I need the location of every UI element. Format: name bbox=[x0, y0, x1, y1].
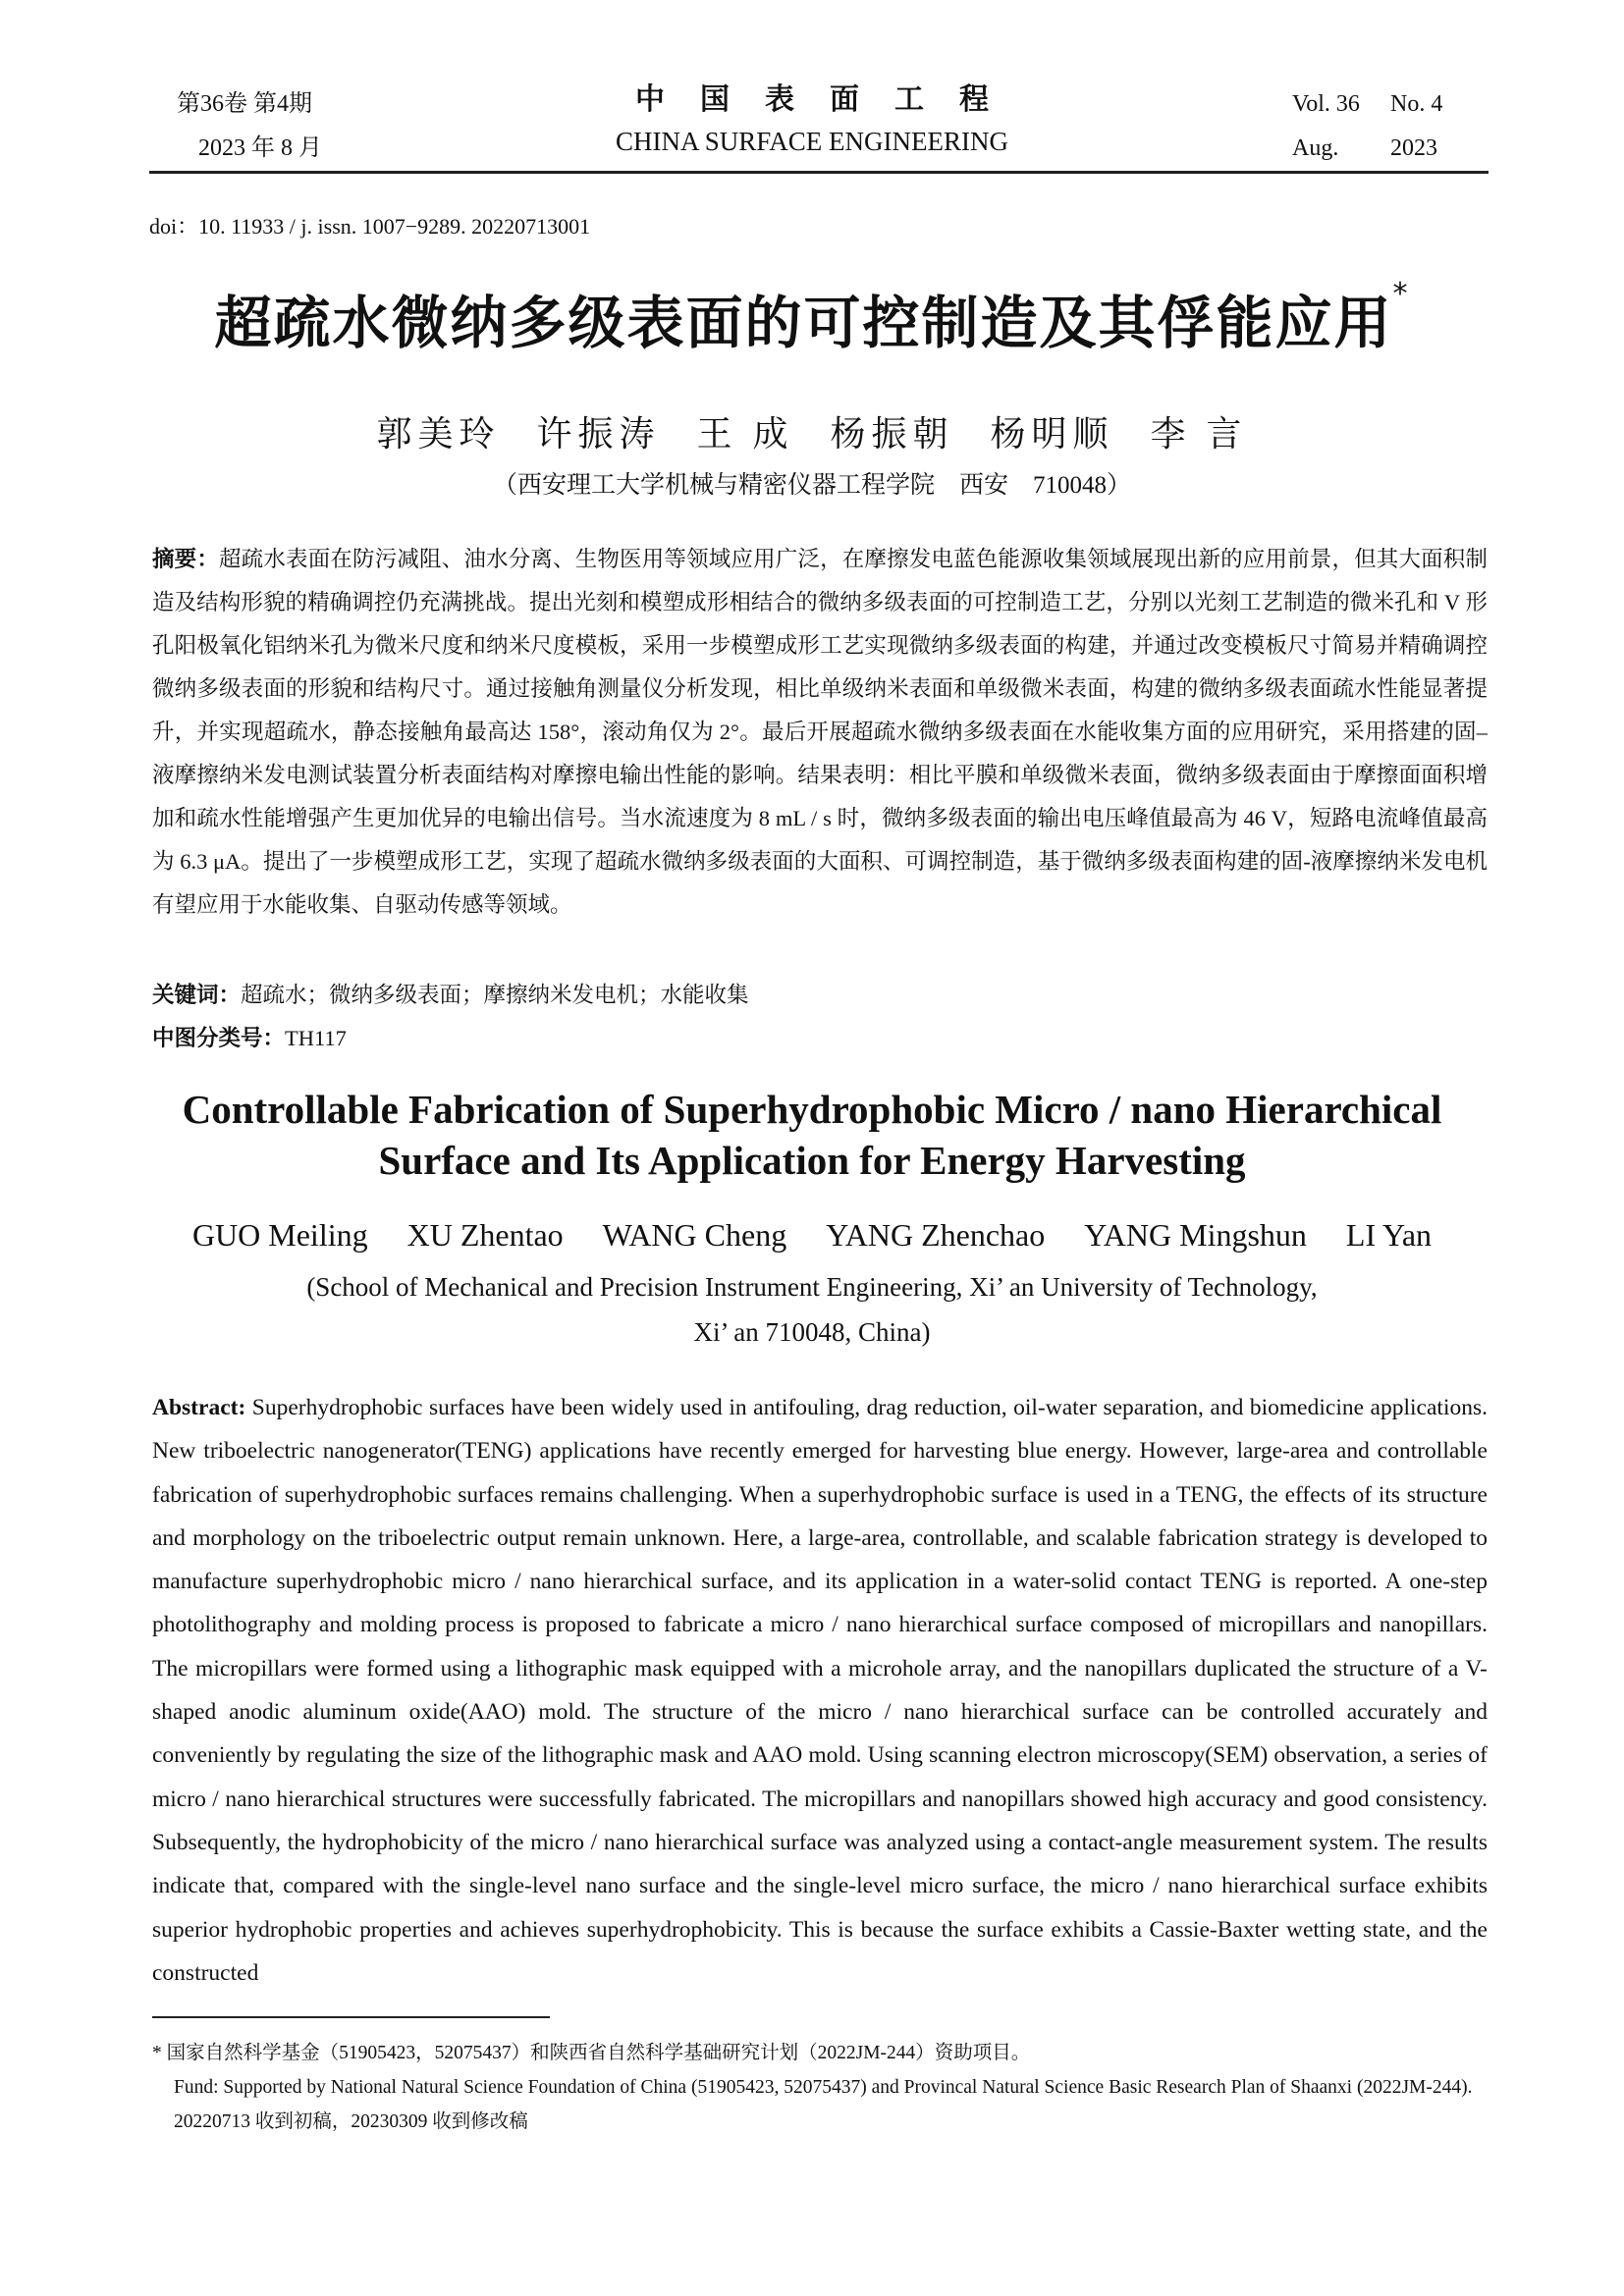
author-en: WANG Cheng bbox=[602, 1217, 787, 1253]
paper-title-cn-text: 超疏水微纳多级表面的可控制造及其俘能应用 bbox=[214, 290, 1393, 356]
affiliation-cn: （西安理工大学机械与精密仪器工程学院 西安 710048） bbox=[492, 472, 1131, 499]
abstract-en-label: Abstract: bbox=[152, 1395, 246, 1420]
author-cn: 郭美玲 bbox=[376, 414, 501, 454]
author-en: XU Zhentao bbox=[406, 1217, 564, 1253]
journal-title-en: CHINA SURFACE ENGINEERING bbox=[615, 127, 1008, 156]
author-en: YANG Zhenchao bbox=[826, 1217, 1046, 1253]
authors-en bbox=[118, 1217, 1506, 1254]
author-cn: 许振涛 bbox=[536, 414, 661, 454]
author-en: YANG Mingshun bbox=[1084, 1217, 1307, 1253]
received-date: 20220713 收到初稿，20230309 收到修改稿 bbox=[174, 2111, 528, 2132]
header-rule bbox=[149, 171, 1489, 174]
paper-title-cn bbox=[118, 277, 1506, 359]
abstract-en-text: Superhydrophobic surfaces have been widely used in antifouling, drag reduction, oil-water separation, and biomedicine applications. New triboelectric nanogenerator(TENG) applications have recently emerged for harvesting blue energy. However, large-area and controllable fabrication of superhydrophobic surfaces remains challenging. When a superhydrophobic surface is used in a TENG, the effects of its structure and morphology on the triboelectric output remain unknown. Here, a large-area, controllable, and scalable fabrication strategy is developed to manufacture superhydrophobic micro / nano hierarchical surface, and its application in a water-solid contact TENG is reported. A one-step photolithography and molding process is proposed to fabricate a micro / nano hierarchical surface composed of micropillars and nanopillars. The micropillars were formed using a lithographic mask equipped with a microhole array, and the nanopillars duplicated the structure of a V-shaped anodic aluminum oxide(AAO) mold. The structure of the micro / nano hierarchical surface can be controlled accurately and conveniently by regulating the size of the lithographic mask and AAO mold. Using scanning electron microscopy(SEM) observation, a series of micro / nano hierarchical structures were successfully fabricated. The micropillars and nanopillars showed high accuracy and good consistency. Subsequently, the hydrophobicity of the micro / nano hierarchical surface was analyzed using a contact-angle measurement system. The results indicate that, compared with the single-level nano surface and the single-level micro surface, the micro / nano hierarchical surface exhibits superior hydrophobic properties and achieves superhydrophobicity. This is because the surface exhibits a Cassie-Baxter wetting state, and the constructed bbox=[152, 1395, 1488, 1986]
classification-cn-label: 中图分类号： bbox=[152, 1026, 286, 1050]
volume-issue: 第36卷 第4期 bbox=[177, 91, 312, 117]
journal-volume-info bbox=[177, 82, 322, 171]
fund-en: Fund: Supported by National Natural Science Foundation of China (51905423, 52075437) and Provincal Natural Science Basic Research Plan of Shaanxi (2022JM-244). bbox=[174, 2077, 1473, 2098]
affiliation-en bbox=[118, 1264, 1506, 1355]
doi: doi：10. 11933 / j. issn. 1007−9289. 20220713001 bbox=[149, 214, 591, 239]
paper-title-en bbox=[118, 1084, 1506, 1186]
affiliation-en-line: Xi’ an 710048, China) bbox=[693, 1317, 931, 1347]
month-en: Aug. bbox=[1292, 135, 1339, 161]
keywords-cn-text: 超疏水；微纳多级表面；摩擦纳米发电机；水能收集 bbox=[241, 983, 749, 1007]
abstract-cn-label: 摘要： bbox=[152, 547, 220, 571]
journal-title-cn: 中国表面工程 bbox=[635, 83, 1024, 116]
issue-en: No. 4 bbox=[1390, 91, 1443, 117]
journal-title bbox=[511, 79, 1113, 161]
title-footnote-mark: * bbox=[1392, 277, 1410, 311]
author-cn: 王 成 bbox=[696, 414, 794, 454]
affiliation-en-line: (School of Mechanical and Precision Instrument Engineering, Xi’ an University of Technology, bbox=[306, 1272, 1318, 1302]
authors-cn bbox=[118, 406, 1506, 456]
author-cn: 李 言 bbox=[1150, 414, 1248, 454]
journal-volume-info-en bbox=[1292, 82, 1489, 171]
abstract-cn-text: 超疏水表面在防污减阻、油水分离、生物医用等领域应用广泛，在摩擦发电蓝色能源收集领域展现出新的应用前景，但其大面积制造及结构形貌的精确调控仍充满挑战。提出光刻和模塑成形相结合的微纳多级表面的可控制造工艺，分别以光刻工艺制造的微米孔和 V 形孔阳极氧化铝纳米孔为微米尺度和纳米尺度模板，采用一步模塑成形工艺实现微纳多级表面的构建，并通过改变模板尺寸简易并精确调控微纳多级表面的形貌和结构尺寸。通过接触角测量仪分析发现，相比单级纳米表面和单级微米表面，构建的微纳多级表面疏水性能显著提升，并实现超疏水，静态接触角最高达 158°，滚动角仅为 2°。最后开展超疏水微纳多级表面在水能收集方面的应用研究，采用搭建的固–液摩擦纳米发电测试装置分析表面结构对摩擦电输出性能的影响。结果表明：相比平膜和单级微米表面，微纳多级表面由于摩擦面面积增加和疏水性能增强产生更加优异的电输出信号。当水流速度为 8 mL / s 时，微纳多级表面的输出电压峰值最高为 46 V，短路电流峰值最高为 6.3 μA。提出了一步模塑成形工艺，实现了超疏水微纳多级表面的大面积、可调控制造，基于微纳多级表面构建的固-液摩擦纳米发电机有望应用于水能收集、自驱动传感等领域。 bbox=[152, 547, 1488, 917]
paper-title-en-line: Controllable Fabrication of Superhydrophobic Micro / nano Hierarchical bbox=[182, 1087, 1442, 1132]
volume-en: Vol. 36 bbox=[1292, 91, 1360, 117]
abstract-en bbox=[152, 1386, 1488, 1995]
fund-cn: * 国家自然科学基金（51905423，52075437）和陕西省自然科学基础研究计划（2022JM-244）资助项目。 bbox=[152, 2043, 1031, 2063]
author-cn: 杨振朝 bbox=[830, 414, 954, 454]
footnote-rule bbox=[152, 2016, 550, 2018]
author-cn: 杨明顺 bbox=[990, 414, 1114, 454]
year-en: 2023 bbox=[1390, 135, 1437, 161]
publication-date: 2023 年 8 月 bbox=[198, 135, 322, 161]
keywords-cn bbox=[152, 974, 1488, 1017]
classification-cn bbox=[152, 1017, 1488, 1060]
footnote bbox=[152, 2036, 1488, 2139]
abstract-cn bbox=[152, 538, 1488, 927]
classification-cn-text: TH117 bbox=[285, 1026, 347, 1050]
keywords-cn-label: 关键词： bbox=[152, 983, 242, 1007]
author-en: GUO Meiling bbox=[191, 1217, 368, 1253]
author-en: LI Yan bbox=[1345, 1217, 1433, 1253]
paper-title-en-line: Surface and Its Application for Energy Harvesting bbox=[378, 1138, 1246, 1183]
